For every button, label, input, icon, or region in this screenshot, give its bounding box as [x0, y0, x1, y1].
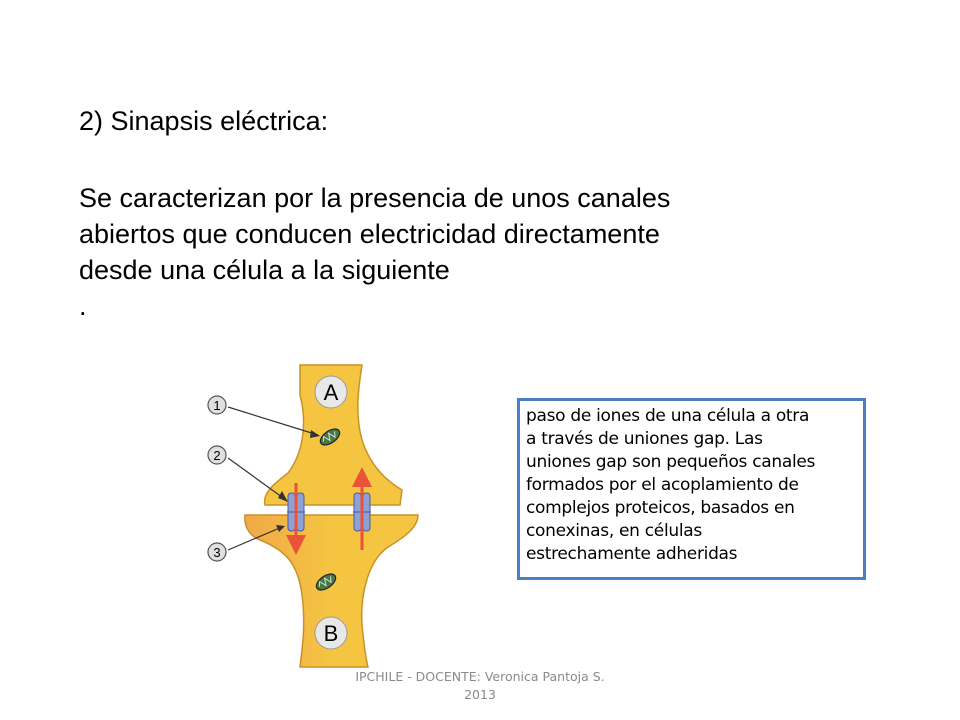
marker-2-label: 2: [213, 448, 221, 463]
callout-text: [526, 405, 857, 566]
marker-2-pointer: [228, 458, 286, 500]
callout-line: conexinas, en células: [526, 521, 702, 541]
cell-b-label: B: [323, 621, 339, 646]
marker-1-label: 1: [213, 398, 221, 413]
explanation-callout: [517, 398, 866, 580]
slide-title: 2) Sinapsis eléctrica:: [79, 106, 329, 136]
footer-author: IPCHILE - DOCENTE: Veronica Pantoja S.: [355, 669, 605, 684]
callout-line: a través de uniones gap. Las: [526, 429, 763, 449]
callout-line: paso de iones de una célula a otra: [526, 406, 810, 426]
electrical-synapse-diagram: [190, 355, 430, 675]
body-line: abiertos que conducen electricidad directamente: [79, 219, 660, 249]
marker-3-label: 3: [213, 545, 221, 560]
body-line: desde una célula a la siguiente: [79, 255, 450, 285]
body-line: .: [79, 291, 87, 321]
callout-line: formados por el acoplamiento de: [526, 475, 799, 495]
body-line: Se caracterizan por la presencia de unos canales: [79, 183, 671, 213]
callout-line: uniones gap son pequeños canales: [526, 452, 816, 472]
footer-year: 2013: [464, 687, 496, 702]
slide-footer: [300, 668, 660, 704]
callout-line: complejos proteicos, basados en: [526, 498, 795, 518]
slide-body-text: [79, 180, 799, 324]
callout-line: estrechamente adheridas: [526, 544, 738, 564]
cell-a-label: A: [323, 380, 339, 405]
